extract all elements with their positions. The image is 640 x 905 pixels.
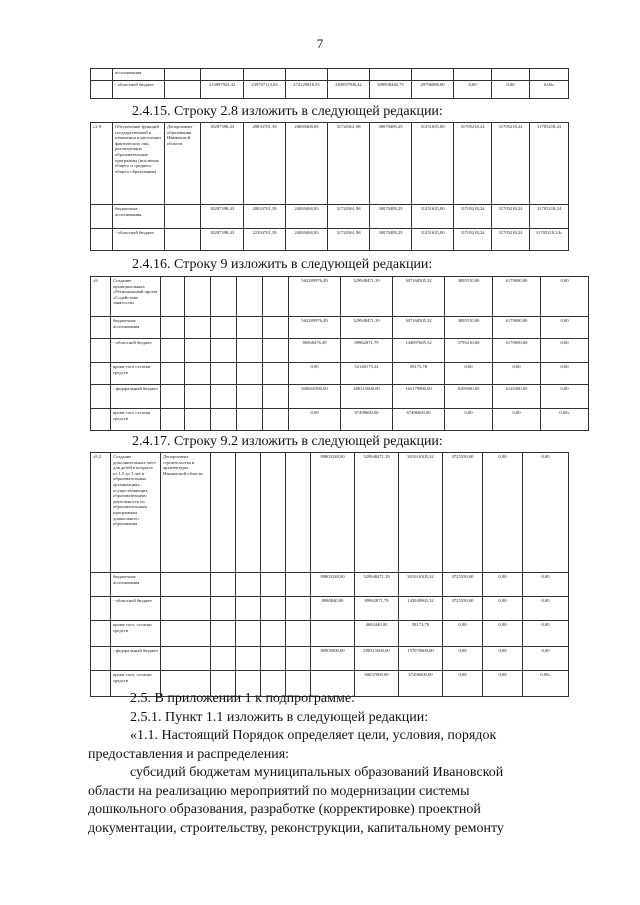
heading-2-4-15: 2.4.15. Строку 2.8 изложить в следующей редакции: bbox=[132, 104, 443, 119]
table-cell bbox=[91, 409, 111, 431]
table-cell: 24069468,83 bbox=[286, 229, 328, 251]
table-cell: «9.2 bbox=[91, 453, 111, 573]
table-cell bbox=[161, 385, 185, 409]
table-cell: 24069468,83 bbox=[286, 123, 328, 205]
table-cell bbox=[263, 363, 289, 385]
table-row bbox=[91, 123, 569, 205]
table-cell: 20833701,39 bbox=[244, 123, 286, 205]
table-row bbox=[91, 69, 569, 81]
paragraph-2-5-1: 2.5.1. Пункт 1.1 изложить в следующей редакции: bbox=[130, 709, 429, 725]
table-row bbox=[91, 339, 589, 363]
table-cell: 0,00 bbox=[483, 621, 523, 647]
table-cell bbox=[236, 597, 261, 621]
paragraph-subsidy-line2: области на реализацию мероприятий по модернизации системы bbox=[88, 783, 470, 799]
table-cell bbox=[263, 339, 289, 363]
table-cell: 18287398,43 bbox=[201, 229, 244, 251]
table-cell: 31251635,00 bbox=[412, 229, 454, 251]
table-cell: 86968476,49 bbox=[289, 339, 341, 363]
table-cell: 301016505,32 bbox=[399, 453, 443, 573]
table-cell bbox=[161, 597, 211, 621]
table-cell: 0,00 bbox=[445, 409, 493, 431]
table-cell: - федеральный бюджет bbox=[111, 385, 161, 409]
table-row bbox=[91, 453, 569, 573]
table-cell bbox=[286, 69, 328, 81]
table-cell: кроме того, остатки средств bbox=[111, 671, 161, 697]
table-cell: 31705218,24 bbox=[492, 205, 530, 229]
table-cell: 29796088,00 bbox=[412, 81, 454, 99]
table-cell: 31705218,24 bbox=[492, 123, 530, 205]
table-cell: 8980840,00 bbox=[311, 597, 355, 621]
table-cell bbox=[201, 69, 244, 81]
table-cell: 31705218,24 bbox=[454, 205, 492, 229]
table-cell bbox=[261, 597, 286, 621]
table-cell: 18287398,43 bbox=[201, 123, 244, 205]
table-cell: - федеральный бюджет bbox=[111, 647, 161, 671]
paragraph-1-1-line2: предоставления и распределения: bbox=[88, 746, 290, 762]
table-cell bbox=[91, 229, 113, 251]
table-cell bbox=[236, 621, 261, 647]
table-cell: 329948471,39 bbox=[341, 317, 393, 339]
table-cell: 274129818,55 bbox=[286, 81, 328, 99]
table-cell: 0,00 bbox=[541, 317, 589, 339]
table-cell: 52140173,24 bbox=[341, 363, 393, 385]
table-cell: 58173,78 bbox=[399, 621, 443, 647]
table-cell: 20833701,39 bbox=[244, 205, 286, 229]
table-cell bbox=[492, 69, 530, 81]
table-cell: 0,00 bbox=[454, 81, 492, 99]
table-cell bbox=[237, 317, 263, 339]
table-cell: 31705218,24 bbox=[530, 123, 569, 205]
table-cell: 0,00 bbox=[483, 573, 523, 597]
table-cell bbox=[286, 597, 311, 621]
table-cell: 89803248,00 bbox=[311, 453, 355, 573]
table-cell bbox=[263, 409, 289, 431]
table-cell bbox=[185, 363, 211, 385]
table-cell bbox=[211, 573, 236, 597]
table-cell: 307168505,32 bbox=[393, 277, 445, 317]
table-cell: 0,00 bbox=[483, 647, 523, 671]
table-cell: 30070489,29 bbox=[370, 229, 412, 251]
table-cell: 31705218,24 bbox=[454, 229, 492, 251]
table-cell: 22394701,39 bbox=[244, 229, 286, 251]
table-cell: 18287398,43 bbox=[201, 205, 244, 229]
table-cell bbox=[261, 621, 286, 647]
table-cell: 3795210,00 bbox=[445, 339, 493, 363]
table-cell: 0,00 bbox=[541, 339, 589, 363]
table-cell bbox=[165, 81, 201, 99]
table-cell: Департамент образования Ивановской области bbox=[165, 123, 201, 205]
table-row bbox=[91, 409, 589, 431]
table-row bbox=[91, 385, 589, 409]
table-cell: бюджетные ассигнования bbox=[113, 205, 165, 229]
table-cell: 213897923,42 bbox=[201, 81, 244, 99]
table-cell: 157070600,00 bbox=[399, 647, 443, 671]
table-cell: 0,00 bbox=[523, 573, 569, 597]
table-cell: 0,00 bbox=[289, 363, 341, 385]
table-cell bbox=[261, 573, 286, 597]
paragraph-subsidy-line1: субсидий бюджетам муниципальных образований Ивановской bbox=[130, 765, 504, 780]
table-cell bbox=[286, 573, 311, 597]
table-cell bbox=[91, 621, 111, 647]
table-cell: 3725550,00 bbox=[443, 453, 483, 573]
table-cell: 80905000,00 bbox=[311, 647, 355, 671]
table-cell: 239707113,84 bbox=[244, 81, 286, 99]
table-cell: 300665500,00 bbox=[289, 385, 341, 409]
table-cell: «2.8 bbox=[91, 123, 113, 205]
paragraph-1-1-line1: «1.1. Настоящий Порядок определяет цели, условия, порядок bbox=[130, 728, 497, 743]
table-cell bbox=[185, 277, 211, 317]
table-cell bbox=[370, 69, 412, 81]
table-cell: 58173,78 bbox=[393, 363, 445, 385]
table-cell bbox=[91, 647, 111, 671]
table-cell bbox=[185, 339, 211, 363]
table-cell: 31705218,24 bbox=[454, 123, 492, 205]
table-row bbox=[91, 277, 589, 317]
table-row-2-8 bbox=[90, 122, 569, 251]
table-row bbox=[91, 363, 589, 385]
table-cell bbox=[328, 69, 370, 81]
table-cell: - областной бюджет bbox=[113, 229, 165, 251]
table-row bbox=[91, 229, 569, 251]
table-cell bbox=[311, 621, 355, 647]
table-cell bbox=[91, 69, 113, 81]
table-cell bbox=[211, 597, 236, 621]
table-row bbox=[91, 81, 569, 99]
table-cell: 0,00 bbox=[483, 671, 523, 697]
table-cell: кроме того, остатки средств bbox=[111, 621, 161, 647]
table-cell bbox=[91, 363, 111, 385]
table-cell: Создание дополнительных мест для детей в возрасте от 1,5 до 3 лет в образовательных организациях, осуществляющих образовательную деятельность по образовательным программам дошкольного образования bbox=[111, 453, 161, 573]
table-cell: 31705218,24 bbox=[492, 229, 530, 251]
heading-2-4-17: 2.4.17. Строку 9.2 изложить в следующей редакции: bbox=[132, 434, 443, 449]
table-cell: 0,00 bbox=[443, 671, 483, 697]
paragraph-2-5: 2.5. В приложении 1 к подпрограмме: bbox=[130, 691, 355, 706]
table-cell: бюджетные ассигнования bbox=[111, 573, 161, 597]
table-cell: 67496600,00 bbox=[393, 409, 445, 431]
table-cell bbox=[211, 647, 236, 671]
table-cell: 329948471,39 bbox=[341, 277, 393, 317]
table-cell: 0,00 bbox=[541, 277, 589, 317]
table-cell: кроме того остатки средств bbox=[111, 363, 161, 385]
table-cell: 6120300,00 bbox=[493, 385, 541, 409]
table-cell: 329948471,39 bbox=[355, 573, 399, 597]
table-cell bbox=[165, 205, 201, 229]
table-row-9 bbox=[90, 276, 589, 431]
table-cell: Департамент строительства и архитектуры Ивановской области bbox=[161, 453, 211, 573]
table-cell bbox=[261, 453, 286, 573]
table-cell bbox=[161, 573, 211, 597]
table-cell bbox=[236, 647, 261, 671]
table-cell: 0,00 bbox=[443, 647, 483, 671]
table-cell bbox=[286, 453, 311, 573]
table-cell bbox=[237, 339, 263, 363]
table-cell: 143949065,32 bbox=[399, 597, 443, 621]
table-cell bbox=[161, 339, 185, 363]
table-cell: бюджетные ассигнования bbox=[111, 317, 161, 339]
table-cell: 0,00 bbox=[523, 597, 569, 621]
table-cell: 0,00 bbox=[523, 453, 569, 573]
table-cell bbox=[185, 385, 211, 409]
table-cell: 0,00 bbox=[492, 81, 530, 99]
table-row bbox=[91, 317, 589, 339]
table-cell: 0,00 bbox=[493, 409, 541, 431]
table-cell bbox=[263, 317, 289, 339]
table-cell: 163179900,00 bbox=[393, 385, 445, 409]
table-row bbox=[91, 573, 569, 597]
table-row-9-2 bbox=[90, 452, 569, 697]
table-cell: 0,00» bbox=[523, 671, 569, 697]
table-cell bbox=[161, 363, 185, 385]
table-cell bbox=[185, 409, 211, 431]
table-cell bbox=[91, 573, 111, 597]
table-cell: 565289976,49 bbox=[289, 317, 341, 339]
paragraph-subsidy-line4: документации, строительству, реконструкции, капитальному ремонту bbox=[88, 820, 504, 836]
table-cell bbox=[263, 385, 289, 409]
table-cell: 89962871,79 bbox=[355, 597, 399, 621]
table-cell bbox=[161, 317, 185, 339]
table-cell: 0,00» bbox=[530, 81, 569, 99]
table-row bbox=[91, 597, 569, 621]
table-cell: 30070489,29 bbox=[370, 123, 412, 205]
table-cell: - областной бюджет bbox=[113, 81, 165, 99]
table-cell bbox=[91, 81, 113, 99]
table-cell bbox=[286, 647, 311, 671]
table-cell bbox=[91, 205, 113, 229]
table-cell: 3725550,00 bbox=[443, 573, 483, 597]
table-cell bbox=[454, 69, 492, 81]
table-cell: ассигнования bbox=[113, 69, 165, 81]
table-cell: 31705218,24 bbox=[530, 205, 569, 229]
table-cell: 30070489,29 bbox=[370, 205, 412, 229]
table-cell bbox=[165, 229, 201, 251]
heading-2-4-16: 2.4.16. Строку 9 изложить в следующей редакции: bbox=[132, 257, 433, 272]
table-cell: 4684440,00 bbox=[355, 621, 399, 647]
table-cell: - областной бюджет bbox=[111, 597, 161, 621]
table-cell: 31720361,98 bbox=[328, 229, 370, 251]
table-cell: кроме того остатки средств bbox=[111, 409, 161, 431]
table-cell: 89962871,79 bbox=[341, 339, 393, 363]
table-cell bbox=[236, 453, 261, 573]
body-text bbox=[88, 690, 570, 838]
table-row bbox=[91, 621, 569, 647]
table-cell bbox=[185, 317, 211, 339]
table-cell bbox=[211, 385, 237, 409]
table-cell bbox=[211, 277, 237, 317]
table-cell: 280315600,00 bbox=[341, 385, 393, 409]
table-cell bbox=[161, 409, 185, 431]
table-cell: 283897996,42 bbox=[328, 81, 370, 99]
table-cell: 0,00 bbox=[493, 363, 541, 385]
table-cell: 144007605,32 bbox=[393, 339, 445, 363]
table-cell bbox=[211, 453, 236, 573]
table-cell: 0,00 bbox=[483, 453, 523, 573]
table-cell bbox=[161, 647, 211, 671]
table-cell: 6179000,00 bbox=[493, 317, 541, 339]
table-cell: 329948471,39 bbox=[355, 453, 399, 573]
table-cell bbox=[237, 277, 263, 317]
table-cell: 3895510,00 bbox=[445, 317, 493, 339]
table-cell: 0,00 bbox=[541, 363, 589, 385]
table-cell bbox=[244, 69, 286, 81]
table-cell: 0,00» bbox=[541, 409, 589, 431]
table-cell bbox=[91, 317, 111, 339]
table-cell: 307168505,32 bbox=[393, 317, 445, 339]
table-cell bbox=[286, 621, 311, 647]
table-cell bbox=[91, 597, 111, 621]
table-cell: 0,00 bbox=[443, 621, 483, 647]
page-number: 7 bbox=[316, 36, 324, 51]
table-cell: 31720361,98 bbox=[328, 205, 370, 229]
table-cell: Обеспечение функций государственной и изменения и населении фактических лиц, реализующих образовательные программы (исключая общего и среднего общего образования) bbox=[113, 123, 165, 205]
table-cell bbox=[236, 573, 261, 597]
table-cell bbox=[261, 647, 286, 671]
table-cell bbox=[161, 621, 211, 647]
table-cell: 0,00 bbox=[523, 647, 569, 671]
table-cell: 3895510,00 bbox=[445, 277, 493, 317]
table-cell: 3725550,00 bbox=[443, 597, 483, 621]
table-cell bbox=[211, 339, 237, 363]
table-cell: 0,00 bbox=[445, 363, 493, 385]
table-cell: 0,00 bbox=[483, 597, 523, 621]
table-cell bbox=[412, 69, 454, 81]
table-cell: 24069468,83 bbox=[286, 205, 328, 229]
table-cell: 309958440,75 bbox=[370, 81, 412, 99]
table-cell: 280315600,00 bbox=[355, 647, 399, 671]
table-cell bbox=[161, 277, 185, 317]
table-cell bbox=[165, 69, 201, 81]
table-cell bbox=[237, 409, 263, 431]
table-cell: 0,00 bbox=[541, 385, 589, 409]
table-cell: 0100300,00 bbox=[445, 385, 493, 409]
table-cell bbox=[530, 69, 569, 81]
table-cell: 31720361,98 bbox=[328, 123, 370, 205]
table-cell: 565289976,49 bbox=[289, 277, 341, 317]
table-cell: 89803248,00 bbox=[311, 573, 355, 597]
table-cell bbox=[211, 363, 237, 385]
table-cell: 0,00 bbox=[289, 409, 341, 431]
table-cell bbox=[263, 277, 289, 317]
table-cell bbox=[237, 385, 263, 409]
paragraph-subsidy-line3: дошкольного образования, разработке (корректировке) проектной bbox=[88, 802, 481, 817]
table-continuation bbox=[90, 68, 569, 99]
table-cell: 87498600,00 bbox=[341, 409, 393, 431]
table-cell: 6170000,00 bbox=[493, 339, 541, 363]
table-cell bbox=[211, 317, 237, 339]
table-cell bbox=[91, 339, 111, 363]
table-cell: 301016505,32 bbox=[399, 573, 443, 597]
table-cell: Создание муниципальных «Региональный проект «Содействие занятости» bbox=[111, 277, 161, 317]
table-cell: 6179000,00 bbox=[493, 277, 541, 317]
table-cell: 31251635,00 bbox=[412, 205, 454, 229]
table-cell: «9 bbox=[91, 277, 111, 317]
table-row bbox=[91, 647, 569, 671]
table-cell: 67496600,00 bbox=[399, 671, 443, 697]
table-cell bbox=[91, 385, 111, 409]
table-cell: 31705218,24» bbox=[530, 229, 569, 251]
table-cell: 31251635,00 bbox=[412, 123, 454, 205]
table-cell: 60637000,00 bbox=[355, 671, 399, 697]
table-cell bbox=[237, 363, 263, 385]
table-cell bbox=[211, 409, 237, 431]
table-row bbox=[91, 205, 569, 229]
table-cell: - областной бюджет bbox=[111, 339, 161, 363]
table-cell bbox=[211, 621, 236, 647]
table-cell: 0,00 bbox=[523, 621, 569, 647]
